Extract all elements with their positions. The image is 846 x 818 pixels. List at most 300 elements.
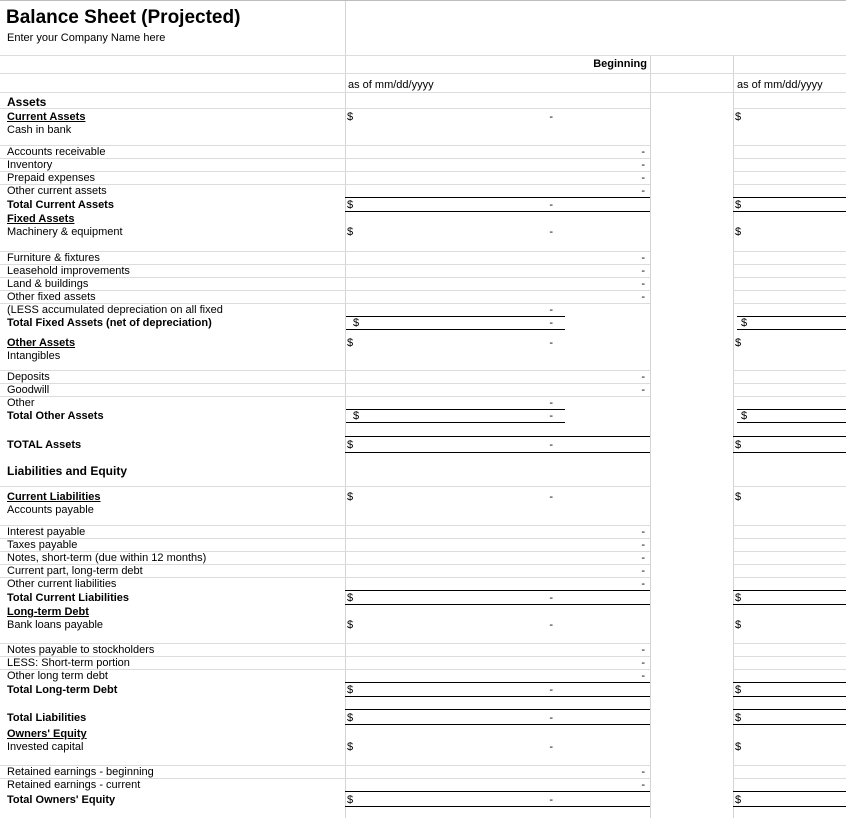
empty-cell	[733, 371, 846, 384]
row-label-cell	[0, 397, 345, 410]
total-label: Total Current Assets	[7, 199, 114, 211]
amount-cell-second-period[interactable]	[733, 710, 846, 725]
amount-cell-beginning[interactable]	[345, 278, 650, 291]
currency-symbol: $	[735, 111, 742, 123]
amount-cell-beginning[interactable]	[345, 552, 650, 565]
row-label-cell	[0, 74, 345, 93]
section-heading: Fixed Assets	[7, 213, 75, 225]
empty-cell	[345, 697, 650, 710]
zero-dash: -	[641, 552, 645, 564]
row-label-cell	[0, 437, 345, 453]
item-label: Intangibles	[7, 350, 61, 362]
amount-cell-second-period[interactable]	[733, 410, 846, 423]
currency-symbol: $	[741, 410, 748, 422]
empty-cell	[733, 304, 846, 317]
currency-symbol: $	[735, 712, 742, 724]
sheet-row	[0, 410, 846, 423]
zero-dash: -	[641, 265, 645, 277]
spacer-column-cell	[650, 384, 733, 397]
empty-cell	[733, 526, 846, 539]
row-label-cell	[0, 159, 345, 172]
amount-cell-beginning[interactable]	[345, 725, 650, 766]
currency-symbol: $	[735, 199, 742, 211]
sheet-row	[0, 212, 846, 252]
zero-dash: -	[641, 657, 645, 669]
item-label: Inventory	[7, 159, 53, 171]
amount-cell-second-period[interactable]	[733, 591, 846, 605]
row-label-cell	[0, 552, 345, 565]
row-label-cell	[0, 670, 345, 683]
spacer-column-cell	[650, 252, 733, 265]
empty-cell	[345, 807, 650, 818]
currency-symbol: $	[741, 317, 748, 329]
amount-cell-beginning[interactable]	[345, 371, 650, 384]
row-label-cell	[0, 578, 345, 591]
amount-cell-beginning[interactable]	[345, 487, 650, 526]
amount-cell-beginning[interactable]	[345, 74, 650, 93]
empty-cell	[733, 565, 846, 578]
item-label: Bank loans payable	[7, 619, 104, 631]
total-label: Total Other Assets	[7, 410, 104, 422]
zero-dash: -	[549, 712, 553, 724]
sheet-row	[0, 291, 846, 304]
zero-dash: -	[549, 317, 553, 329]
currency-symbol: $	[347, 337, 354, 349]
zero-dash: -	[641, 644, 645, 656]
amount-cell-second-period[interactable]	[733, 605, 846, 644]
spacer-column-cell	[650, 766, 733, 779]
currency-symbol: $	[353, 317, 360, 329]
amount-cell-beginning[interactable]	[345, 159, 650, 172]
currency-symbol: $	[735, 226, 742, 238]
spacer-column-cell	[650, 779, 733, 792]
row-label-cell	[0, 453, 345, 487]
total-label: Total Current Liabilities	[7, 592, 130, 604]
row-label-cell	[0, 605, 345, 644]
amount-cell-second-period[interactable]	[733, 198, 846, 212]
spacer-column-cell	[650, 371, 733, 384]
row-label-cell	[0, 146, 345, 159]
zero-dash: -	[641, 578, 645, 590]
amount-cell-beginning[interactable]	[345, 265, 650, 278]
spacer-column-cell	[650, 172, 733, 185]
sheet-row	[0, 437, 846, 453]
sheet-row	[0, 330, 846, 371]
spacer-column-cell	[650, 410, 733, 423]
amount-cell-beginning[interactable]	[345, 779, 650, 792]
sheet-row	[0, 807, 846, 818]
zero-dash: -	[641, 670, 645, 682]
amount-cell-beginning[interactable]	[345, 212, 650, 252]
amount-cell-second-period[interactable]	[733, 74, 846, 93]
row-label-cell	[0, 252, 345, 265]
amount-cell-second-period[interactable]	[733, 317, 846, 330]
sheet-row	[0, 526, 846, 539]
item-label: Leasehold improvements	[7, 265, 130, 277]
amount-cell-second-period[interactable]	[733, 437, 846, 453]
amount-cell-beginning[interactable]	[345, 644, 650, 657]
spacer-column-cell	[650, 591, 733, 605]
amount-cell-beginning[interactable]	[345, 605, 650, 644]
spacer-column-cell	[650, 437, 733, 453]
currency-symbol: $	[347, 619, 354, 631]
amount-cell-beginning[interactable]	[345, 670, 650, 683]
empty-cell	[733, 265, 846, 278]
empty-cell	[733, 185, 846, 198]
spacer-column-cell	[650, 683, 733, 697]
group-heading: Liabilities and Equity	[7, 464, 128, 478]
zero-dash: -	[641, 185, 645, 197]
zero-dash: -	[641, 278, 645, 290]
currency-symbol: $	[347, 199, 354, 211]
zero-dash: -	[641, 766, 645, 778]
amount-cell-beginning[interactable]	[345, 330, 650, 371]
spacer-column-cell	[650, 74, 733, 93]
zero-dash: -	[641, 526, 645, 538]
sheet-row	[0, 159, 846, 172]
spacer-column-cell	[650, 725, 733, 766]
sheet-row	[0, 317, 846, 330]
spacer-column-cell	[650, 56, 733, 74]
amount-cell-beginning[interactable]	[345, 109, 650, 146]
empty-cell	[733, 539, 846, 552]
empty-cell	[733, 278, 846, 291]
spacer-column-cell	[650, 159, 733, 172]
spacer-column-cell	[650, 265, 733, 278]
sheet-row	[0, 578, 846, 591]
amount-cell-second-period[interactable]	[733, 683, 846, 697]
total-label: Total Owners' Equity	[7, 794, 116, 806]
empty-cell	[733, 697, 846, 710]
spacer-column-cell	[650, 697, 733, 710]
amount-cell-second-period[interactable]	[733, 725, 846, 766]
row-label-cell	[0, 526, 345, 539]
amount-cell-beginning[interactable]	[345, 410, 650, 423]
as-of-date-cell[interactable]: as of mm/dd/yyyy	[737, 79, 823, 91]
currency-symbol: $	[347, 491, 354, 503]
amount-cell-beginning[interactable]	[345, 252, 650, 265]
currency-symbol: $	[735, 741, 742, 753]
row-label-cell	[0, 410, 345, 423]
sheet-row	[0, 644, 846, 657]
row-label-cell	[0, 317, 345, 330]
sheet-row	[0, 657, 846, 670]
sheet-rows	[0, 56, 846, 818]
currency-symbol: $	[347, 226, 354, 238]
amount-cell-second-period[interactable]	[733, 330, 846, 371]
item-label: Interest payable	[7, 526, 86, 538]
total-label: Total Fixed Assets (net of depreciation)	[7, 317, 212, 329]
empty-cell	[733, 670, 846, 683]
amount-cell-beginning[interactable]	[345, 539, 650, 552]
row-label-cell	[0, 56, 345, 74]
sheet-row	[0, 565, 846, 578]
row-label-cell	[0, 807, 345, 818]
sheet-row	[0, 792, 846, 807]
row-label-cell	[0, 265, 345, 278]
sheet-row	[0, 779, 846, 792]
spacer-column-cell	[650, 278, 733, 291]
empty-cell	[345, 423, 650, 437]
currency-symbol: $	[347, 794, 354, 806]
zero-dash: -	[549, 199, 553, 211]
item-label: Notes, short-term (due within 12 months)	[7, 552, 207, 564]
sheet-row	[0, 172, 846, 185]
currency-symbol: $	[735, 794, 742, 806]
amount-cell-beginning[interactable]	[345, 657, 650, 670]
currency-symbol: $	[347, 684, 354, 696]
currency-symbol: $	[347, 439, 354, 451]
sheet-row	[0, 487, 846, 526]
empty-cell	[733, 172, 846, 185]
empty-cell	[733, 779, 846, 792]
item-label: LESS: Short-term portion	[7, 657, 130, 669]
sheet-row	[0, 591, 846, 605]
total-label: Total Long-term Debt	[7, 684, 118, 696]
item-label: Other current assets	[7, 185, 107, 197]
amount-cell-second-period[interactable]	[733, 109, 846, 146]
spacer-column-cell	[650, 670, 733, 683]
section-heading: Other Assets	[7, 337, 76, 349]
sheet-row	[0, 453, 846, 487]
zero-dash: -	[549, 397, 553, 409]
spacer-column-cell	[650, 146, 733, 159]
item-label: (LESS accumulated depreciation on all fixed	[7, 304, 223, 316]
amount-cell-beginning[interactable]	[345, 683, 650, 697]
section-heading: Current Liabilities	[7, 491, 101, 503]
section-heading: Owners' Equity	[7, 728, 87, 740]
item-label: Other long term debt	[7, 670, 108, 682]
row-label-cell	[0, 330, 345, 371]
item-label: Goodwill	[7, 384, 50, 396]
item-label: Prepaid expenses	[7, 172, 96, 184]
sheet-row	[0, 539, 846, 552]
empty-cell	[733, 384, 846, 397]
sheet-title: Balance Sheet (Projected)	[6, 7, 241, 28]
sheet-row	[0, 56, 846, 74]
amount-cell-beginning[interactable]	[345, 437, 650, 453]
spacer-column-cell	[650, 317, 733, 330]
spacer-column-cell	[650, 807, 733, 818]
amount-cell-beginning[interactable]	[345, 56, 650, 74]
amount-cell-beginning[interactable]	[345, 578, 650, 591]
empty-cell	[733, 657, 846, 670]
spacer-column-cell	[650, 526, 733, 539]
sheet-row	[0, 252, 846, 265]
item-label: Machinery & equipment	[7, 226, 123, 238]
sheet-row	[0, 93, 846, 109]
row-label-cell	[0, 766, 345, 779]
item-label: Furniture & fixtures	[7, 252, 100, 264]
item-label: Notes payable to stockholders	[7, 644, 155, 656]
sheet-row	[0, 670, 846, 683]
row-label-cell	[0, 565, 345, 578]
row-label-cell	[0, 304, 345, 317]
item-label: Current part, long-term debt	[7, 565, 143, 577]
empty-cell	[733, 56, 846, 74]
zero-dash: -	[549, 491, 553, 503]
amount-cell-beginning[interactable]	[345, 591, 650, 605]
title-block	[0, 1, 846, 56]
company-name-cell[interactable]: Enter your Company Name here	[7, 32, 166, 44]
item-label: Other	[7, 397, 35, 409]
amount-cell-beginning[interactable]	[345, 384, 650, 397]
item-label: Retained earnings - current	[7, 779, 141, 791]
sheet-row	[0, 304, 846, 317]
empty-cell	[733, 453, 846, 487]
sheet-row	[0, 109, 846, 146]
row-label-cell	[0, 384, 345, 397]
spacer-column-cell	[650, 710, 733, 725]
amount-cell-beginning[interactable]	[345, 710, 650, 725]
zero-dash: -	[549, 226, 553, 238]
amount-cell-beginning[interactable]	[345, 526, 650, 539]
empty-cell	[733, 291, 846, 304]
empty-cell	[733, 93, 846, 109]
empty-cell	[733, 766, 846, 779]
zero-dash: -	[549, 592, 553, 604]
currency-symbol: $	[735, 592, 742, 604]
empty-cell	[733, 397, 846, 410]
currency-symbol: $	[353, 410, 360, 422]
sheet-row	[0, 683, 846, 697]
zero-dash: -	[549, 619, 553, 631]
amount-cell-beginning[interactable]	[345, 317, 650, 330]
total-label: Total Liabilities	[7, 712, 87, 724]
amount-cell-second-period[interactable]	[733, 487, 846, 526]
amount-cell-beginning[interactable]	[345, 291, 650, 304]
row-label-cell	[0, 278, 345, 291]
amount-cell-beginning[interactable]	[345, 792, 650, 807]
empty-cell	[733, 578, 846, 591]
sheet-row	[0, 265, 846, 278]
amount-cell-beginning[interactable]	[345, 198, 650, 212]
spacer-column-cell	[650, 109, 733, 146]
currency-symbol: $	[735, 337, 742, 349]
amount-cell-beginning[interactable]	[345, 397, 650, 410]
amount-cell-beginning[interactable]	[345, 766, 650, 779]
sheet-row	[0, 766, 846, 779]
sheet-row	[0, 198, 846, 212]
amount-cell-second-period[interactable]	[733, 212, 846, 252]
spacer-column-cell	[650, 423, 733, 437]
row-label-cell	[0, 591, 345, 605]
zero-dash: -	[549, 794, 553, 806]
empty-cell	[733, 252, 846, 265]
row-label-cell	[0, 683, 345, 697]
row-label-cell	[0, 172, 345, 185]
zero-dash: -	[549, 111, 553, 123]
spacer-column-cell	[650, 487, 733, 526]
amount-cell-beginning[interactable]	[345, 185, 650, 198]
currency-symbol: $	[735, 491, 742, 503]
spacer-column-cell	[650, 453, 733, 487]
row-label-cell	[0, 185, 345, 198]
sheet-row	[0, 146, 846, 159]
currency-symbol: $	[347, 741, 354, 753]
item-label: Other fixed assets	[7, 291, 96, 303]
spacer-column-cell	[650, 657, 733, 670]
item-label: Invested capital	[7, 741, 84, 753]
item-label: Land & buildings	[7, 278, 89, 290]
beginning-header: Beginning	[593, 58, 647, 70]
zero-dash: -	[641, 172, 645, 184]
row-label-cell	[0, 371, 345, 384]
group-heading: Assets	[7, 95, 47, 109]
row-label-cell	[0, 697, 345, 710]
item-label: Other current liabilities	[7, 578, 117, 590]
row-label-cell	[0, 779, 345, 792]
sheet-row	[0, 605, 846, 644]
as-of-date-cell[interactable]: as of mm/dd/yyyy	[348, 79, 434, 91]
row-label-cell	[0, 710, 345, 725]
item-label: Accounts receivable	[7, 146, 106, 158]
empty-cell	[733, 146, 846, 159]
item-label: Taxes payable	[7, 539, 78, 551]
amount-cell-beginning[interactable]	[345, 146, 650, 159]
sheet-row	[0, 725, 846, 766]
currency-symbol: $	[735, 439, 742, 451]
empty-cell	[345, 453, 650, 487]
amount-cell-beginning[interactable]	[345, 304, 650, 317]
sheet-row	[0, 710, 846, 725]
currency-symbol: $	[735, 619, 742, 631]
item-label: Retained earnings - beginning	[7, 766, 154, 778]
zero-dash: -	[549, 741, 553, 753]
spacer-column-cell	[650, 304, 733, 317]
spacer-column-cell	[650, 578, 733, 591]
zero-dash: -	[641, 252, 645, 264]
section-heading: Long-term Debt	[7, 606, 89, 618]
spacer-column-cell	[650, 397, 733, 410]
zero-dash: -	[641, 146, 645, 158]
sheet-row	[0, 552, 846, 565]
currency-symbol: $	[347, 712, 354, 724]
zero-dash: -	[641, 539, 645, 551]
spacer-column-cell	[650, 185, 733, 198]
zero-dash: -	[641, 159, 645, 171]
empty-cell	[733, 159, 846, 172]
sheet-row	[0, 423, 846, 437]
spacer-column-cell	[650, 605, 733, 644]
sheet-row	[0, 185, 846, 198]
item-label: Accounts payable	[7, 504, 94, 516]
spacer-column-cell	[650, 212, 733, 252]
zero-dash: -	[549, 337, 553, 349]
row-label-cell	[0, 725, 345, 766]
row-label-cell	[0, 212, 345, 252]
zero-dash: -	[641, 565, 645, 577]
amount-cell-beginning[interactable]	[345, 565, 650, 578]
empty-cell	[733, 807, 846, 818]
zero-dash: -	[549, 439, 553, 451]
sheet-row	[0, 278, 846, 291]
row-label-cell	[0, 93, 345, 109]
row-label-cell	[0, 644, 345, 657]
spacer-column-cell	[650, 291, 733, 304]
spacer-column-cell	[650, 792, 733, 807]
currency-symbol: $	[347, 111, 354, 123]
amount-cell-second-period[interactable]	[733, 792, 846, 807]
spacer-column-cell	[650, 565, 733, 578]
spacer-column-cell	[650, 93, 733, 109]
item-label: Deposits	[7, 371, 50, 383]
empty-cell	[345, 93, 650, 109]
row-label-cell	[0, 291, 345, 304]
currency-symbol: $	[347, 592, 354, 604]
amount-cell-beginning[interactable]	[345, 172, 650, 185]
row-label-cell	[0, 198, 345, 212]
